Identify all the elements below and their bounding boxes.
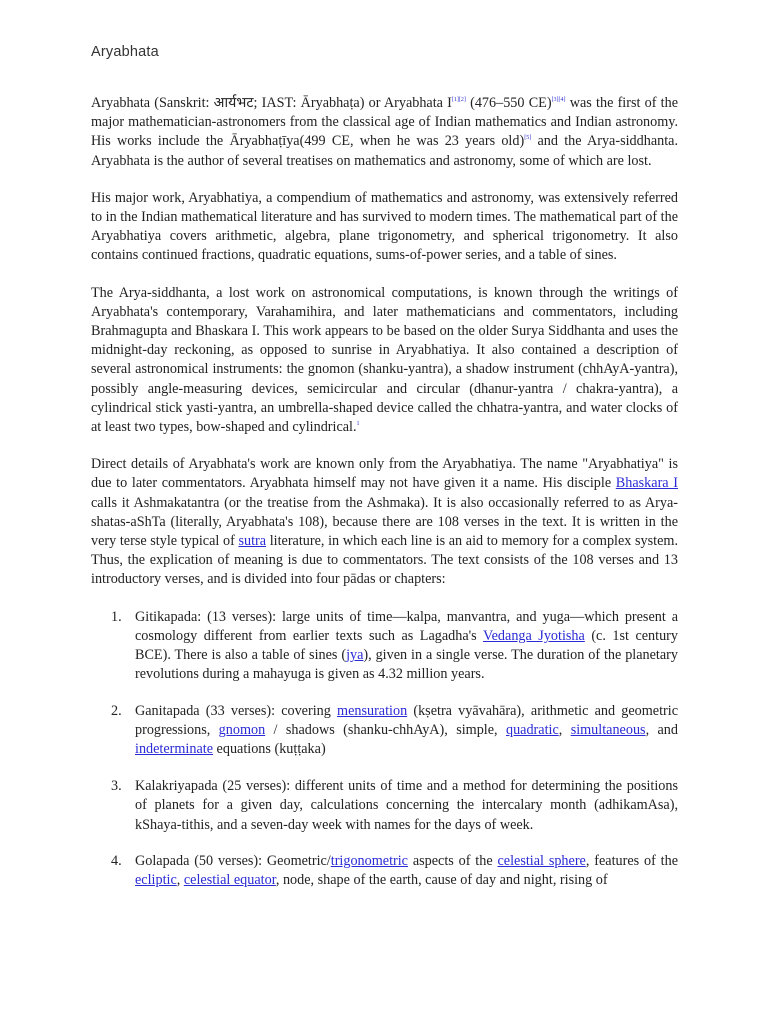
paragraph-arya-siddhanta (91, 284, 678, 438)
link-bhaskara-i[interactable]: Bhaskara I (615, 475, 678, 492)
text-span: (kṣetra vyāvahāra), arithmetic and geometric progressions, (135, 702, 678, 739)
text-span: (c. 1st century BCE). There is also a table of sines ( (135, 627, 678, 664)
citation-link[interactable]: [5] (524, 135, 532, 142)
text-span: Gitikapada: (13 verses): large units of time—kalpa, manvantra, and yuga—which present a cosmology different from earlier texts such as Lagadha's (135, 608, 678, 644)
text-span: Ganitapada (33 verses): covering (135, 702, 338, 719)
text-span: Aryabhata (Sanskrit: आर्यभट; IAST: Āryabhaṭa) or Aryabhata I (91, 95, 452, 111)
link-jya[interactable]: jya (346, 647, 364, 664)
list-number: 4. (111, 853, 122, 870)
text-span: ), given in a single verse. The duration of the planetary revolutions during a mahayuga is given as 4.32 million years. (135, 647, 678, 683)
text-span: Kalakriyapada (25 verses): different units of time and a method for determining the positions of planets for a given day, calculations concerning the intercalary month (adhikamAsa), kShaya-tithis, and a seven-day week with names for the days of week. (135, 778, 678, 833)
article-body (91, 94, 678, 908)
link-mensuration[interactable]: mensuration (337, 702, 408, 719)
text-span: Direct details of Aryabhata's work are known only from the Aryabhatiya. The name "Aryabhatiya" is due to later commentators. Aryabhata himself may not have given it a name. His disciple (91, 456, 678, 492)
link-sutra[interactable]: sutra (238, 533, 267, 550)
link-quadratic[interactable]: quadratic (505, 722, 559, 739)
document-title: Aryabhata (91, 44, 159, 60)
link-vedanga-jyotisha[interactable]: Vedanga Jyotisha (482, 627, 585, 644)
list-number: 2. (111, 702, 122, 719)
list-number: 3. (111, 778, 122, 795)
text-span: equations (kuṭṭaka) (213, 741, 326, 758)
link-celestial-equator[interactable]: celestial equator (183, 872, 276, 889)
text-span: , features of the (585, 853, 678, 870)
link-trigonometric[interactable]: trigonometric (330, 853, 408, 870)
text-span: , and (645, 722, 678, 739)
link-celestial-sphere[interactable]: celestial sphere (497, 853, 586, 870)
link-gnomon[interactable]: gnomon (218, 722, 266, 739)
text-span: Golapada (50 verses): Geometric/ (135, 853, 331, 870)
list-item (91, 608, 678, 685)
list-item (91, 777, 678, 835)
text-span: / shadows (shanku-chhAyA), simple, (265, 722, 506, 739)
text-span: The Arya-siddhanta, a lost work on astronomical computations, is known through the writings of Aryabhata's contemporary, Varahamihira, and later mathematicians and commentators, including Brahmagupta and Bhaskara I. This work appears to be based on the older Surya Siddhanta and uses the midnight-day reckoning, as opposed to sunrise in Aryabhatiya. It also contained a description of several astronomical instruments: the gnomon (shanku-yantra), a shadow instrument (chhAyA-yantra), possibly angle-measuring devices, semicircular and circular (dhanur-yantra / chakra-yantra), a cylindrical stick yasti-yantra, an umbrella-shaped device called the chhatra-yantra, and water clocks of at least two types, bow-shaped and cylindrical. (91, 284, 678, 436)
list-number: 1. (111, 608, 122, 625)
text-span: literature, in which each line is an aid to memory for a complex system. Thus, the explication of meaning is due to commentators. The text consists of the 108 verses and 13 introductory verses, and is divided into four pādas or chapters: (91, 533, 678, 588)
paragraph-direct-details (91, 455, 678, 589)
text-span: , (176, 872, 184, 889)
link-indeterminate[interactable]: indeterminate (135, 741, 213, 758)
paragraph-intro (91, 94, 678, 171)
text-span: was the first of the major mathematician-astronomers from the classical age of Indian mathematics and Indian astronomy. His works include the Āryabhaṭīya(499 CE, when he was 23 years old) (91, 95, 678, 150)
text-span: and the Arya-siddhanta. Aryabhata is the author of several treatises on mathematics and astronomy, some of which are lost. (91, 133, 678, 169)
text-span: , node, shape of the earth, cause of day and night, rising of (275, 872, 608, 889)
citation-link[interactable]: [1][2] (451, 97, 466, 103)
list-item (91, 852, 678, 890)
text-span: (476–550 CE) (465, 95, 552, 111)
text-span: calls it Ashmakatantra (or the treatise from the Ashmaka). It is also occasionally referred to as Arya-shatas-aShTa (literally, Aryabhata's 108), because there are 108 verses in the text. It is written in the very terse style typical of (91, 494, 678, 550)
text-span: , (558, 722, 571, 739)
citation-link[interactable]: [3][4] (551, 97, 566, 103)
list-item (91, 702, 678, 760)
link-simultaneous[interactable]: simultaneous (570, 722, 646, 739)
chapters-list (91, 608, 678, 891)
text-span: aspects of the (407, 853, 498, 870)
citation-link[interactable]: 1 (356, 421, 360, 428)
link-ecliptic[interactable]: ecliptic (135, 872, 177, 889)
paragraph-major-work: His major work, Aryabhatiya, a compendium of mathematics and astronomy, was extensively referred to in the Indian mathematical literature and has survived to modern times. The mathematical part of the Aryabhatiya covers arithmetic, algebra, plane trigonometry, and spherical trigonometry. It also contains continued fractions, quadratic equations, sums-of-power series, and a table of sines. (91, 189, 678, 264)
